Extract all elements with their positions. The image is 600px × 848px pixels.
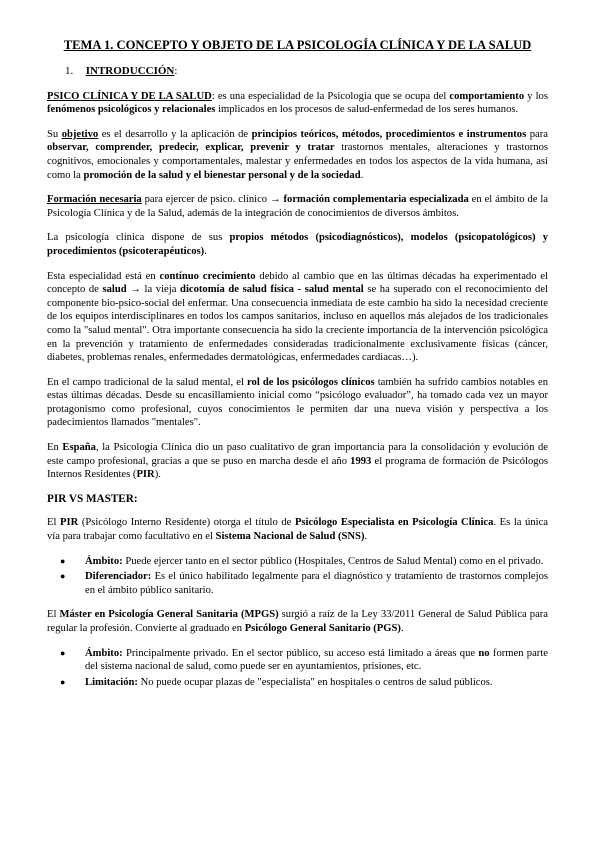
- list-item: [47, 570, 548, 597]
- item-text: Es el único habilitado legalmente para el diagnóstico y tratamiento de trastornos complejos en el ámbito público sanitario.: [85, 571, 548, 596]
- item-label: Limitación:: [85, 676, 138, 688]
- paragraph-crecimiento: [47, 270, 548, 365]
- list-pir: [47, 555, 548, 598]
- text: Su: [47, 128, 62, 140]
- term-objetivo: objetivo: [61, 128, 99, 140]
- text: para: [526, 128, 548, 140]
- text: En: [47, 442, 63, 454]
- term-comportamiento: comportamiento: [449, 90, 525, 102]
- term-continuo-crecimiento: contínuo crecimiento: [159, 270, 256, 282]
- term-principios: principios teóricos, métodos, procedimientos e instrumentos: [251, 128, 527, 140]
- term-fenomenos: fenómenos psicológicos y relacionales: [47, 104, 216, 116]
- bullet-icon: ●: [60, 676, 66, 687]
- text: : es una especialidad de la Psicología que se ocupa del: [211, 90, 450, 102]
- item-text: No puede ocupar plazas de "especialista" en hospitales o centros de salud públicos.: [137, 676, 493, 688]
- section-heading-introduccion: [47, 65, 548, 79]
- text: ).: [154, 469, 161, 481]
- text: En el campo tradicional de la salud mental, el: [47, 376, 248, 388]
- term-pgs: Psicólogo General Sanitario (PGS): [244, 623, 401, 634]
- list-item: [47, 555, 548, 569]
- text: Esta especialidad está en: [47, 270, 160, 282]
- term-dicotomia: dicotomía de salud física - salud mental: [180, 284, 364, 296]
- text: .: [204, 245, 207, 257]
- term-pir: PIR: [60, 517, 79, 529]
- heading-number: 1.: [65, 65, 74, 77]
- text: El: [47, 609, 60, 621]
- paragraph-pir: [47, 516, 548, 543]
- term-espana: España: [62, 442, 96, 454]
- term-pir: PIR: [136, 469, 155, 481]
- list-item: [47, 647, 548, 674]
- text: también ha sufrido cambios notables en estas últimas décadas. Desde su encasillamiento inicial como “psicólogo evaluador”, ha tomado cada vez un mayor protagonismo como profesional, cuyos conocimientos le permiten dar una nueva visión y perspectiva a los padecimientos llamados "mentales".: [47, 376, 548, 429]
- text: . Es la única vía para trabajar como facultativo en el: [47, 517, 548, 543]
- term-salud: salud: [102, 284, 127, 296]
- text: y los: [524, 90, 548, 102]
- text: La psicología clínica dispone de sus: [47, 232, 230, 244]
- text: para ejercer de psico. clínico →: [141, 194, 284, 206]
- item-label: Ámbito:: [85, 555, 123, 567]
- text: en el ámbito de la Psicología Clínica y de la Salud, además de la integración de conocimientos de diversos ámbitos.: [47, 194, 549, 219]
- term-psicologo-especialista: Psicólogo Especialista en Psicología Clínica: [294, 517, 494, 529]
- term-mpgs: Máster en Psicología General Sanitaria (MPGS): [59, 609, 279, 621]
- bullet-icon: ●: [60, 555, 66, 566]
- bullet-icon: ●: [60, 647, 66, 658]
- text: (Psicólogo Interno Residente) otorga el título de: [78, 517, 295, 529]
- text: → la vieja: [126, 284, 181, 296]
- heading-label: INTRODUCCIÓN: [85, 65, 175, 77]
- text: el programa de formación de Psicólogos Internos Residentes (: [47, 455, 548, 481]
- term-formacion-necesaria: Formación necesaria: [47, 194, 142, 206]
- section-heading-pir-vs-master: PIR VS MASTER:: [47, 492, 138, 505]
- paragraph-metodos: [47, 231, 548, 258]
- list-master: [47, 647, 548, 690]
- text: , la Psicología Clínica dio un paso cualitativo de gran importancia para la consolidación y evolución de este campo profesional, gracias a que se puso en marcha desde el año: [47, 442, 548, 467]
- item-emphasis: no: [478, 647, 490, 659]
- paragraph-formacion: [47, 193, 548, 220]
- heading-colon: :: [174, 65, 178, 77]
- term-1993: 1993: [350, 455, 372, 467]
- paragraph-definition: [47, 90, 548, 117]
- text: .: [364, 531, 368, 543]
- text: surgió a raíz de la Ley 33/2011 General de Salud Pública para regular la profesión. Convierte al graduado en: [47, 609, 548, 634]
- paragraph-master: [47, 608, 548, 635]
- term-promocion: promoción de la salud y el bienestar personal y de la sociedad: [83, 169, 361, 181]
- term-formacion-complementaria: formación complementaria especializada: [283, 194, 469, 206]
- text: trastornos mentales, alteraciones y trastornos cognitivos, emocionales y comportamentales, malestar y enfermedades en todos los aspectos de la vida humana, así como la: [47, 142, 549, 181]
- text: se ha superado con el reconocimiento del componente bio-psico-social del enfermar. Una consecuencia inmediata de este cambio ha sido la necesidad creciente de los equipos interdisciplinares en todos los campos sanitarios, incluso en aquellos más alejados de los tradicionales como la "salud mental". Otra importante consecuencia ha sido la creciente importancia de la intervención psicológica en la prevención y tratamiento de enfermedades consideradas tradicionalmente exclusivamente físicas (cáncer, diabetes, problemas renales, enfermedades dermatológicas, enfermedades cardiacas…).: [47, 284, 548, 364]
- list-item: [47, 676, 548, 690]
- term-sns: Sistema Nacional de Salud (SNS): [215, 531, 365, 543]
- paragraph-objetivo: [47, 128, 548, 182]
- item-label: Diferenciador:: [85, 571, 152, 583]
- text: .: [360, 169, 364, 181]
- text: debido al cambio que en las últimas décadas ha experimentado el concepto de: [47, 270, 548, 296]
- term-psico-clinica: PSICO CLÍNICA Y DE LA SALUD: [47, 90, 212, 102]
- item-text: Principalmente privado. En el sector público, su acceso está limitado a áreas que: [122, 647, 479, 659]
- paragraph-espana: [47, 441, 548, 482]
- text: El: [47, 517, 60, 529]
- text: .: [400, 623, 404, 634]
- term-verbs: observar, comprender, predecir, explicar, prevenir y tratar: [47, 142, 335, 154]
- text: es el desarrollo y la aplicación de: [98, 128, 252, 140]
- bullet-icon: ●: [60, 571, 66, 582]
- term-rol: rol de los psicólogos clínicos: [247, 376, 375, 388]
- text: implicados en los procesos de salud-enfermedad de los seres humanos.: [215, 104, 519, 116]
- paragraph-rol: [47, 376, 548, 430]
- term-metodos: propios métodos (psicodiagnósticos), modelos (psicopatológicos) y procedimientos (psicoterapéuticos): [47, 232, 548, 257]
- item-text: Puede ejercer tanto en el sector público (Hospitales, Centros de Salud Mental) como en el privado.: [122, 555, 544, 567]
- document-title: TEMA 1. CONCEPTO Y OBJETO DE LA PSICOLOGÍA CLÍNICA Y DE LA SALUD: [63, 38, 532, 52]
- item-text: formen parte del sistema nacional de salud, como puede ser en ayuntamientos, prisiones, etc.: [85, 647, 548, 673]
- item-label: Ámbito:: [85, 647, 123, 659]
